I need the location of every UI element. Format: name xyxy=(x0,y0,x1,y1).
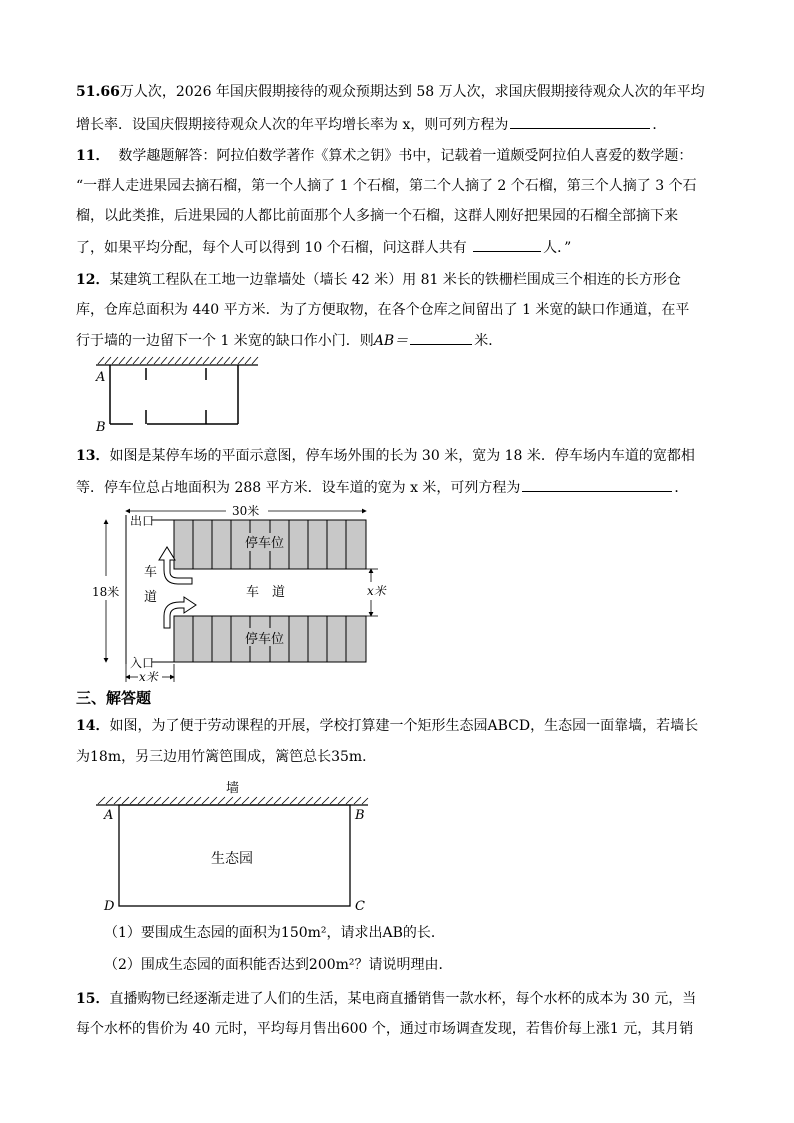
q12-wall-hatch xyxy=(98,357,258,364)
q12-line-2: 库，仓库总面积为 440 平方米．为了方便取物，在各个仓库之间留出了 1 米宽的缺口作通道，在平 xyxy=(76,302,690,318)
q15-line-2: 每个水杯的售价为 40 元时，平均每月售出600 个，通过市场调查发现，若售价每上涨1 元，其月销 xyxy=(76,1021,694,1037)
q12-warehouse-figure xyxy=(88,352,268,436)
q11-text-4a: 了，如果平均分配，每个人可以得到 10 个石榴，问这群人共有 xyxy=(76,240,467,256)
q10-text-2: 增长率．设国庆假期接待观众人次的年平均增长率为 x，则可列方程为 xyxy=(76,117,509,133)
q14-label-a: A xyxy=(104,808,114,823)
q13-parking-bottom-label: 停车位 xyxy=(245,632,285,647)
q13-line-1 xyxy=(76,446,695,466)
q10-number-value: 51.66 xyxy=(76,84,120,100)
q12-text-3b: 米． xyxy=(474,333,503,349)
q13-parking-figure xyxy=(86,500,406,688)
q13-left-dim: 18米 xyxy=(92,585,120,599)
q10-line-2 xyxy=(76,114,666,135)
q11-line-2: “一群人走进果园去摘石榴，第一个人摘了 1 个石榴，第二个人摘了 2 个石榴，第三个人摘了 3 个石 xyxy=(76,178,697,194)
q13-lane-label-2: 道 xyxy=(144,590,158,605)
q13-number: 13． xyxy=(76,448,110,464)
q14-label-d: D xyxy=(104,899,115,914)
q14-garden-figure xyxy=(92,774,376,916)
q12-text-1: 某建筑工程队在工地一边靠墙处（墙长 42 米）用 81 米长的铁栅栏围成三个相连的长方形仓 xyxy=(109,272,681,288)
q12-text-3a: 行于墙的一边留下一个 1 米宽的缺口作小门．则 xyxy=(76,333,374,349)
q10-end: ． xyxy=(652,117,667,133)
q11-answer-blank[interactable] xyxy=(473,237,541,252)
q13-right-dim: x米 xyxy=(367,584,386,598)
q14-number: 14． xyxy=(76,718,110,734)
q12-label-a: A xyxy=(96,370,106,385)
q13-entrance-label: 入口 xyxy=(130,656,155,670)
q12-line-1 xyxy=(76,270,681,290)
q13-lane-label-1: 车 xyxy=(144,565,158,580)
q12-ab-label: AB＝ xyxy=(373,333,409,349)
q12-number: 12． xyxy=(76,272,110,288)
q12-fence xyxy=(110,365,238,424)
q11-line-3: 榴，以此类推，后进果园的人都比前面那个人多摘一个石榴，这群人刚好把果园的石榴全部摘下来 xyxy=(76,208,678,224)
q14-label-c: C xyxy=(355,899,365,914)
q10-answer-blank[interactable] xyxy=(510,114,650,129)
q14-part-1: （1）要围成生态园的面积为150m²，请求出AB的长． xyxy=(104,925,445,941)
q13-exit-label: 出口 xyxy=(130,514,155,528)
q13-end: ． xyxy=(674,480,689,496)
q14-line-1 xyxy=(76,716,698,736)
q10-text-1: 万人次，2026 年国庆假期接待的观众预期达到 58 万人次，求国庆假期接待观众人次的年平均 xyxy=(119,84,705,100)
q14-wall-label: 墙 xyxy=(226,781,240,796)
q15-text-1: 直播购物已经逐渐走进了人们的生活，某电商直播销售一款水杯，每个水杯的成本为 30 元，当 xyxy=(109,991,697,1007)
q11-text-4b: 人．” xyxy=(543,240,572,256)
q14-line-2: 为18m，另三边用竹篱笆围成，篱笆总长35m． xyxy=(76,749,377,765)
q13-parking-top-label: 停车位 xyxy=(245,536,285,551)
q11-text-1: 数学趣题解答：阿拉伯数学著作《算术之钥》书中，记载着一道颇受阿拉伯人喜爱的数学题： xyxy=(118,148,693,164)
q11-line-1 xyxy=(76,146,692,166)
q14-part-2: （2）围成生态园的面积能否达到200m²？请说明理由． xyxy=(104,957,453,973)
q13-lane-center-label: 车 道 xyxy=(246,585,286,600)
q12-line-3 xyxy=(76,330,502,351)
q14-label-b: B xyxy=(355,808,365,823)
q13-answer-blank[interactable] xyxy=(522,477,672,492)
q15-number: 15． xyxy=(76,991,110,1007)
q12-answer-blank[interactable] xyxy=(410,330,472,345)
q13-line-2 xyxy=(76,477,688,498)
q13-top-dim: 30米 xyxy=(232,504,260,518)
q14-text-1: 如图，为了便于劳动课程的开展，学校打算建一个矩形生态园ABCD，生态园一面靠墙，若墙长 xyxy=(109,718,699,734)
section-3-title: 三、解答题 xyxy=(76,690,152,707)
q10-line-1 xyxy=(76,82,705,102)
q11-number: 11． xyxy=(76,148,110,164)
q13-text-2: 等．停车位总占地面积为 288 平方米．设车道的宽为 x 米，可列方程为 xyxy=(76,480,521,496)
q15-line-1 xyxy=(76,989,696,1009)
q12-label-b: B xyxy=(96,420,106,435)
q13-text-1: 如图是某停车场的平面示意图，停车场外围的长为 30 米，宽为 18 米．停车场内车道的宽都相 xyxy=(109,448,695,464)
q14-garden-label: 生态园 xyxy=(211,851,253,867)
q11-line-4 xyxy=(76,237,571,258)
q14-wall-hatch xyxy=(98,797,368,804)
q13-bottom-dim: x米 xyxy=(139,670,158,684)
